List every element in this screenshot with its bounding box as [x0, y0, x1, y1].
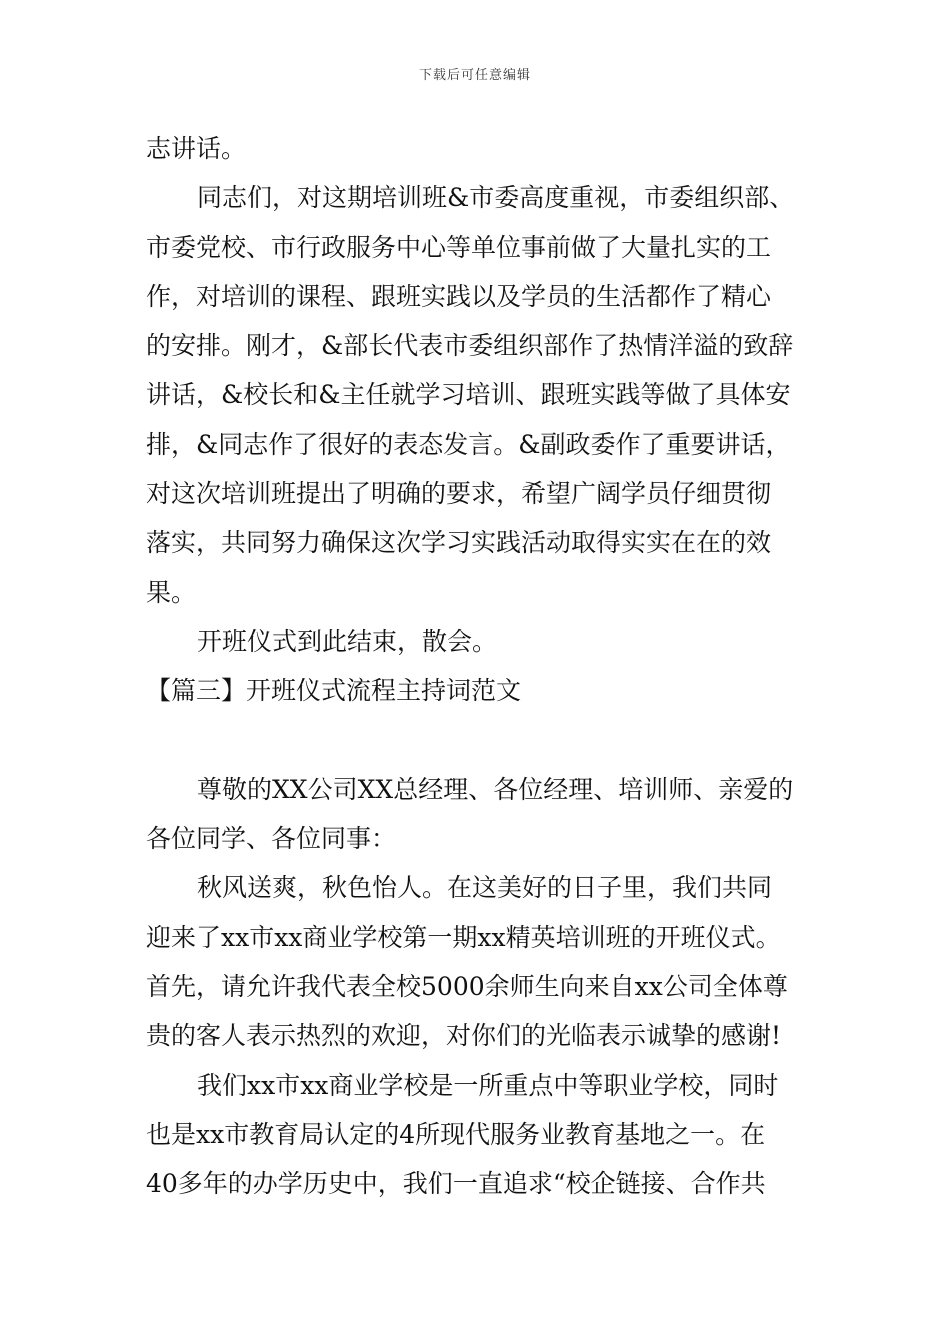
paragraph-first-line: 秋风送爽，秋色怡人。在这美好的日子里，我们共同	[197, 873, 773, 903]
text-line: 迎来了xx市xx商业学校第一期xx精英培训班的开班仪式。	[146, 922, 781, 952]
text-line: 排，&同志作了很好的表态发言。&副政委作了重要讲话，	[146, 429, 791, 459]
text-line: 各位同学、各位同事：	[146, 824, 397, 854]
text-line: 市委党校、市行政服务中心等单位事前做了大量扎实的工	[146, 232, 772, 262]
text-line: 40多年的办学历史中，我们一直追求“校企链接、合作共	[146, 1169, 766, 1199]
paragraph-first-line: 开班仪式到此结束，散会。	[197, 626, 498, 656]
document-body	[146, 124, 811, 1209]
section-heading: 【篇三】开班仪式流程主持词范文	[146, 676, 522, 706]
text-line: 果。	[146, 577, 197, 607]
text-line: 对这次培训班提出了明确的要求，希望广阔学员仔细贯彻	[146, 479, 772, 509]
paragraph-first-line: 我们xx市xx商业学校是一所重点中等职业学校，同时	[197, 1070, 779, 1100]
page-header-note: 下载后可任意编辑	[418, 68, 531, 83]
blank-line	[146, 716, 811, 765]
text-line: 也是xx市教育局认定的4所现代服务业教育基地之一。在	[146, 1119, 766, 1149]
text-line: 的安排。刚才，&部长代表市委组织部作了热情洋溢的致辞	[146, 331, 794, 361]
text-line: 志讲话。	[146, 134, 247, 163]
text-line: 落实，共同努力确保这次学习实践活动取得实实在在的效	[146, 528, 772, 558]
text-line: 首先，请允许我代表全校5000余师生向来自xx公司全体尊	[146, 972, 788, 1002]
paragraph-first-line: 同志们，对这期培训班&市委高度重视，市委组织部、	[197, 183, 795, 213]
paragraph-first-line: 尊敬的XX公司XX总经理、各位经理、培训师、亲爱的	[197, 774, 794, 804]
text-line: 作，对培训的课程、跟班实践以及学员的生活都作了精心	[146, 281, 772, 311]
text-line: 讲话，&校长和&主任就学习培训、跟班实践等做了具体安	[146, 380, 791, 410]
text-line: 贵的客人表示热烈的欢迎，对你们的光临表示诚挚的感谢!	[146, 1021, 782, 1051]
